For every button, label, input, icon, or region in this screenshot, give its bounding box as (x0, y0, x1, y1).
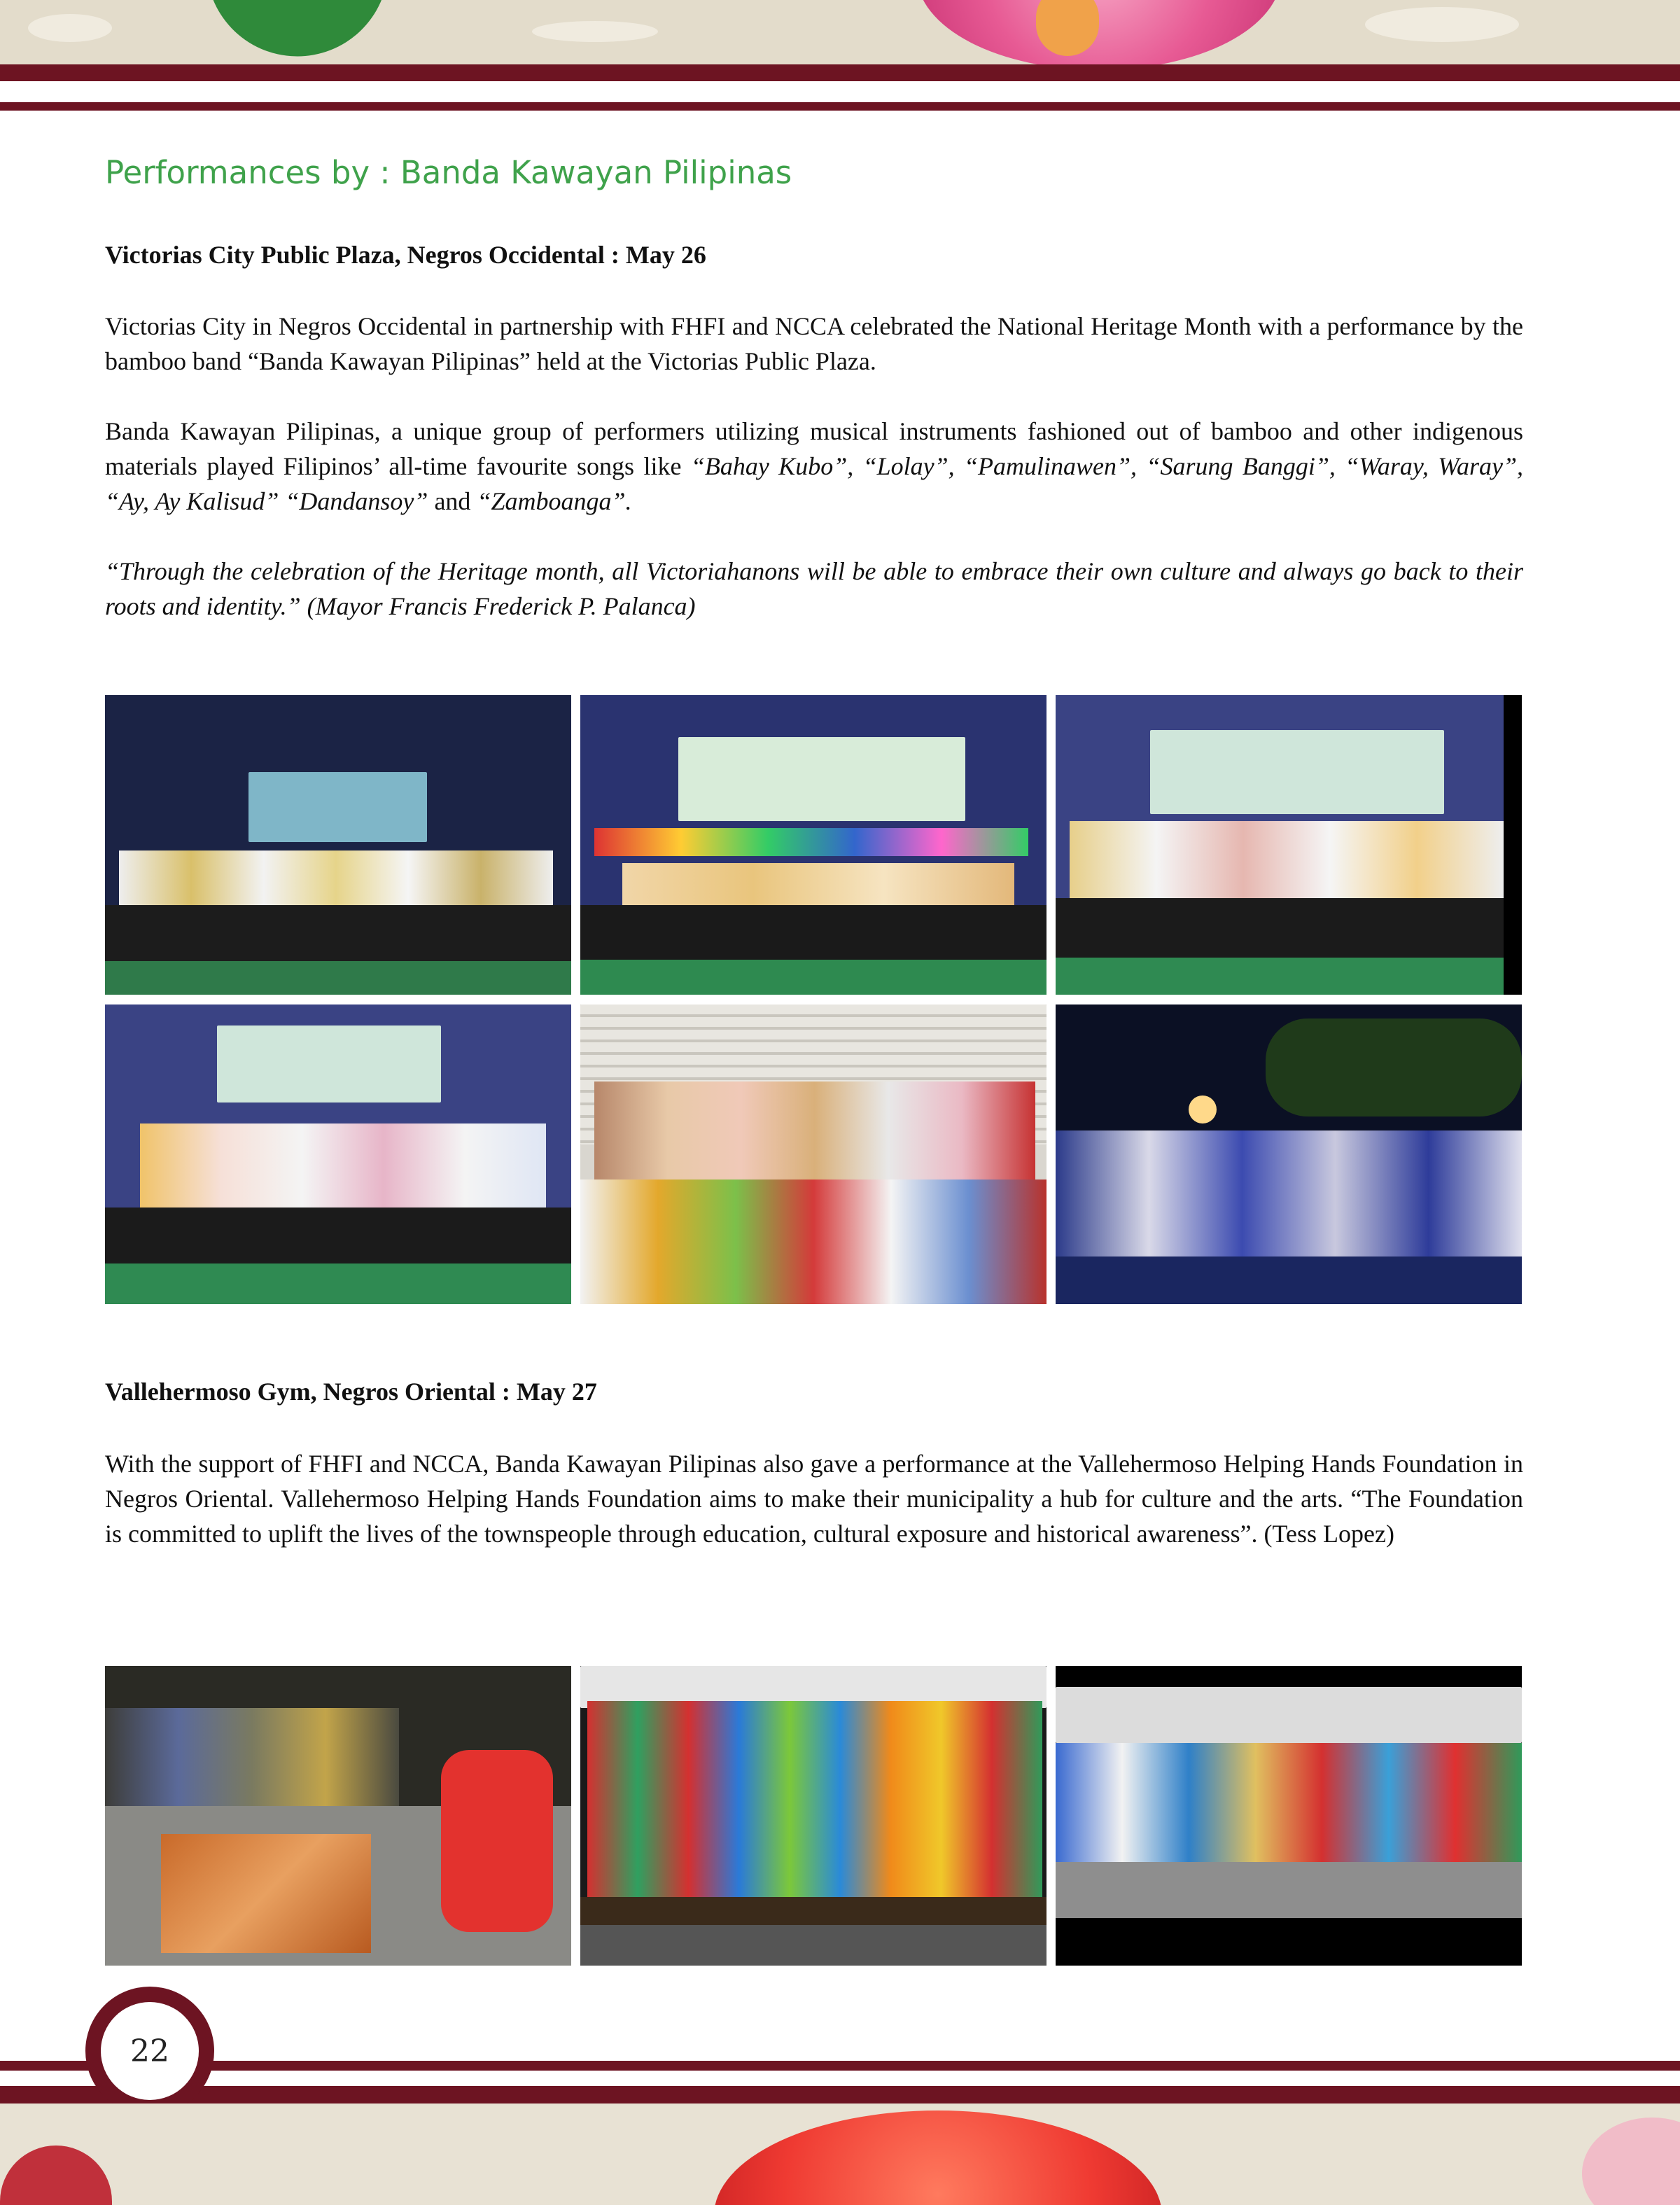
gym-audience (105, 1708, 399, 1806)
texture-speck (1365, 7, 1519, 42)
page-number: 22 (101, 2002, 199, 2100)
stage-speakers (580, 905, 1046, 961)
paragraph-text: and (428, 487, 477, 515)
stage-banner (248, 772, 427, 842)
song-title: “Zamboanga”. (477, 487, 632, 515)
paragraph-vallehermoso: With the support of FHFI and NCCA, Banda Kawayan Pilipinas also gave a performance at the Vallehermoso Helping Hands Foundation in Negros Oriental. Vallehermoso Helping Hands Foundation aims to make their municipality a hub for culture and the arts. “The Foundation is committed to uplift the lives of the townspeople through education, cultural exposure and historical awareness”. (Tess Lopez) (105, 1450, 1523, 1548)
photo-edge (1056, 1918, 1522, 1966)
bamboo-instruments (161, 1834, 371, 1953)
flower-decoration-left (0, 2146, 112, 2205)
header-stripe-thin (0, 102, 1680, 111)
stage-floor (580, 960, 1046, 995)
paragraph-banda-kawayan (105, 414, 1523, 519)
photo-gym-performance (105, 1666, 571, 1966)
header-stripe (0, 64, 1680, 81)
stage-speakers (105, 1208, 571, 1267)
stage-speakers (1056, 898, 1522, 958)
plaza-ground (1056, 1256, 1522, 1304)
photo-stage-group (105, 695, 571, 995)
trees (1266, 1018, 1522, 1116)
stage-floor (580, 1925, 1046, 1966)
hibiscus-decoration (714, 2110, 1162, 2205)
stage-speakers (105, 905, 571, 961)
paragraph-victorias-intro: Victorias City in Negros Occidental in partnership with FHFI and NCCA celebrated the National Heritage Month with a performance by the bamboo band “Banda Kawayan Pilipinas” held at the Victorias Public Plaza. (105, 312, 1523, 375)
instruments (580, 1897, 1046, 1925)
texture-speck (28, 14, 112, 42)
stage-floor (1056, 1862, 1522, 1918)
stage-floor (1056, 958, 1522, 995)
standing-group (594, 1082, 1035, 1194)
ceiling (1056, 1687, 1522, 1743)
photo-edge (1504, 695, 1522, 995)
stage-banner (1150, 730, 1444, 814)
leaf-decoration (200, 0, 403, 70)
section-heading-vallehermoso: Vallehermoso Gym, Negros Oriental : May 27 (105, 1378, 597, 1406)
performer-red-dress (441, 1750, 553, 1932)
photo-group-with-students (1056, 1666, 1522, 1966)
photo-office-group (580, 1004, 1046, 1304)
paragraph-text: Banda Kawayan Pilipinas, a unique group of performers utilizing musical instruments fashioned out of bamboo and other indigenous materials played Filipinos’ all-time favourite songs like (105, 417, 1523, 480)
photo-officials-on-stage (1056, 695, 1522, 995)
stage-floor (105, 961, 571, 995)
bottom-decorative-band (0, 2104, 1680, 2205)
bunting (594, 828, 1028, 856)
performers-row (1056, 1743, 1522, 1869)
hibiscus-decoration (917, 0, 1281, 70)
top-decorative-band (0, 0, 1680, 70)
texture-speck (532, 21, 658, 42)
song-list: “Bahay Kubo”, “Lolay”, “Pamulinawen”, “Sarung Banggi”, “Waray, Waray”, “Ay, Ay Kalisud” “Dandansoy” (105, 452, 1523, 515)
page-title: Performances by : Banda Kawayan Pilipinas (105, 154, 792, 191)
stage-banner (678, 737, 965, 821)
photo-band-performing (580, 695, 1046, 995)
section-heading-victorias: Victorias City Public Plaza, Negros Occidental : May 26 (105, 241, 706, 269)
photo-night-audience (1056, 1004, 1522, 1304)
light (1189, 1096, 1217, 1124)
photo-performers-bouquets (105, 1004, 571, 1304)
footer-stripe (0, 2061, 1680, 2071)
front-row-group (580, 1180, 1046, 1304)
seated-audience (1056, 1130, 1522, 1256)
photo-performers-costumes (580, 1666, 1046, 1966)
mayor-quote: “Through the celebration of the Heritage month, all Victoriahanons will be able to embrace their own culture and always go back to their roots and identity.” (Mayor Francis Frederick P. Palanca) (105, 557, 1523, 620)
footer-stripe-thick (0, 2086, 1680, 2104)
performers-row (587, 1701, 1042, 1911)
stage-floor (105, 1264, 571, 1304)
page-number-badge (85, 1987, 214, 2115)
stage-banner (217, 1026, 441, 1102)
flower-decoration-right (1582, 2118, 1680, 2205)
